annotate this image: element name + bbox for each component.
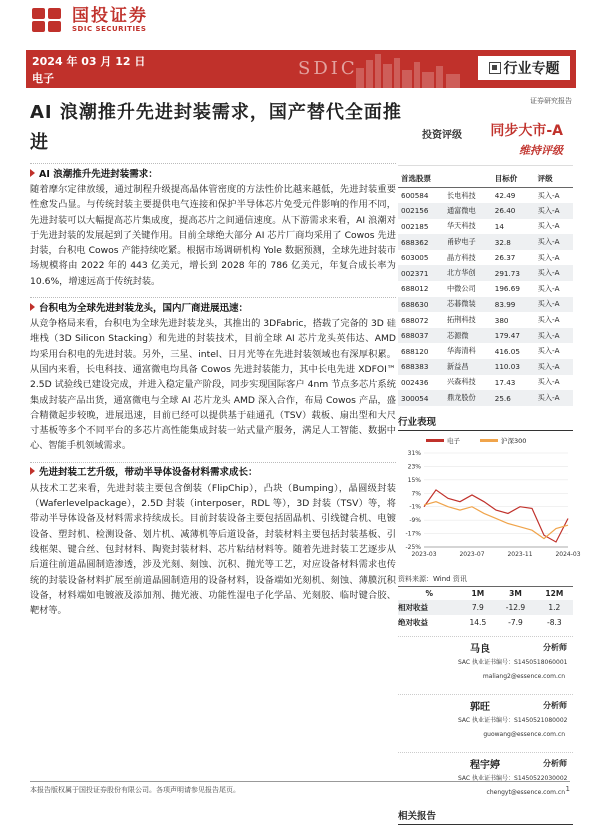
report-type-icon xyxy=(489,62,501,74)
section-heading: 先进封装工艺升级，带动半导体设备材料需求成长： xyxy=(39,467,258,479)
investment-rating xyxy=(398,118,573,166)
page-footer xyxy=(30,781,570,795)
table-row xyxy=(398,343,573,359)
performance-table xyxy=(398,586,573,630)
target-price: 110.03 xyxy=(492,359,535,375)
stock-name: 华海清科 xyxy=(446,346,476,356)
legend-swatch xyxy=(480,439,498,442)
stock-rating: 买入-A xyxy=(537,221,560,231)
table-header-row xyxy=(398,586,573,600)
x-tick-label: 2024-03 xyxy=(555,550,581,558)
table-cell: -7.9 xyxy=(508,617,523,627)
stock-name: 拓荆科技 xyxy=(446,315,476,325)
stock-code: 600584 xyxy=(401,191,429,201)
target-price: 26.37 xyxy=(494,253,516,263)
stock-name: 新益昌 xyxy=(444,359,492,375)
y-tick-label: -9% xyxy=(409,516,421,524)
row-label: 相对收益 xyxy=(398,600,460,615)
section-body: 从技术工艺来看，先进封装主要包含倒装（FlipChip），凸块（Bumping），晶圆级封装（Waferlevelpackage），2.5D 封装（interposer，RDL 等），3D 封装（TSV）等，将带动半导体设备及材料需求持续成长。目前封装设备主要包括固晶机、引线键合机、电镀设备、塑封机、检测设备、划片机、减薄机等后道设备，封装材料主要包括封装基板、引线框架、键合丝、包封材料、陶瓷封装材料、芯片粘结材料等。随着先进封装工艺逐步从后道往前道晶圆制造渗透，涉及光刻、刻蚀、沉积、抛光等工艺，对应设备材料需求也传统的封装设备材料扩展至前道晶圆制造用的设备材料，设备端如光刻机、刻蚀、薄膜沉积设备，材料端如电镀液及添加剂、抛光液、功能性湿电子化学品、光刻胶、临时键合胶、靶材等。 xyxy=(30,482,396,617)
analyst-card xyxy=(398,752,573,804)
stock-rating: 买入-A xyxy=(535,328,573,344)
table-cell: 7.9 xyxy=(460,600,495,615)
stock-name: 北方华创 xyxy=(444,265,492,281)
column-header: 3M xyxy=(509,588,522,598)
brand-name-en: SDIC SECURITIES xyxy=(72,25,147,33)
stock-name: 鼎龙股份 xyxy=(444,390,492,406)
analyst-card xyxy=(398,694,573,746)
stock-name: 长电科技 xyxy=(446,190,476,200)
analyst-email: chengyt@essence.com.cn xyxy=(486,788,565,796)
industry-label: 电子 xyxy=(32,72,54,85)
rating-value: 同步大市-A xyxy=(490,123,563,139)
stock-rating: 买入-A xyxy=(535,234,573,250)
analyst-license: SAC 执业证书编号：S1450521080002 xyxy=(458,716,568,724)
report-type-label: 行业专题 xyxy=(503,61,560,77)
target-price: 416.05 xyxy=(494,346,520,356)
stock-name: 芯碁微装 xyxy=(444,297,492,313)
stock-code: 002185 xyxy=(401,221,429,231)
performance-chart xyxy=(398,447,581,567)
stock-name: 华天科技 xyxy=(446,221,476,231)
table-cell: 1.2 xyxy=(536,600,573,615)
table-cell: 14.5 xyxy=(469,617,487,627)
target-price: 14 xyxy=(494,221,504,231)
y-tick-label: 23% xyxy=(407,463,421,471)
stock-code: 002371 xyxy=(398,265,444,281)
stock-rating: 买入-A xyxy=(535,390,573,406)
x-tick-label: 2023-03 xyxy=(411,550,437,558)
stock-rating: 买入-A xyxy=(537,283,560,293)
table-row xyxy=(398,265,573,281)
stock-code: 688072 xyxy=(401,315,429,325)
stock-rating: 买入-A xyxy=(537,377,560,387)
y-tick-label: 7% xyxy=(411,490,421,498)
legend-swatch xyxy=(426,439,444,442)
stock-name: 中微公司 xyxy=(446,283,476,293)
analyst-name: 郭旺 xyxy=(470,701,490,713)
column-header: 首选股票 xyxy=(398,168,492,188)
table-row xyxy=(398,390,573,406)
table-row xyxy=(398,297,573,313)
stock-name: 甬矽电子 xyxy=(444,234,492,250)
analyst-license: SAC 执业证书编号：S1450518060001 xyxy=(458,658,568,666)
column-header: 12M xyxy=(545,588,564,598)
page-number: 1 xyxy=(565,785,570,793)
table-cell: -8.3 xyxy=(547,617,562,627)
stock-name: 通富微电 xyxy=(444,203,492,219)
stock-name: 兴森科技 xyxy=(446,377,476,387)
target-price: 291.73 xyxy=(492,265,535,281)
stock-rating: 买入-A xyxy=(537,315,560,325)
target-price: 42.49 xyxy=(494,191,516,201)
y-tick-label: -17% xyxy=(405,530,421,538)
table-row xyxy=(398,312,573,328)
target-price: 179.47 xyxy=(492,328,535,344)
table-row xyxy=(398,375,573,391)
main-body xyxy=(30,163,396,626)
stock-code: 002156 xyxy=(398,203,444,219)
table-row xyxy=(398,328,573,344)
table-header-row xyxy=(398,168,573,188)
bullet-triangle-icon xyxy=(30,467,35,475)
sidebar xyxy=(398,118,581,825)
table-row xyxy=(398,359,573,375)
stock-rating: 买入-A xyxy=(537,190,560,200)
brand-mark-icon xyxy=(30,6,64,34)
table-row xyxy=(398,203,573,219)
chart-legend xyxy=(426,436,573,445)
bullet-triangle-icon xyxy=(30,303,35,311)
rating-label: 投资评级 xyxy=(422,130,462,141)
y-tick-label: 31% xyxy=(407,449,421,457)
stock-rating: 买入-A xyxy=(537,346,560,356)
table-row xyxy=(398,615,573,630)
stock-code: 688630 xyxy=(398,297,444,313)
stock-code: 688362 xyxy=(398,234,444,250)
stock-code: 688120 xyxy=(401,346,429,356)
column-header: % xyxy=(425,588,433,598)
stock-name: 芯源微 xyxy=(444,328,492,344)
target-price: 17.43 xyxy=(494,377,516,387)
column-header: 目标价 xyxy=(492,168,535,188)
bullet-triangle-icon xyxy=(30,169,35,177)
stock-rating: 买入-A xyxy=(535,203,573,219)
related-reports-heading: 相关报告 xyxy=(398,808,573,825)
row-label: 绝对收益 xyxy=(398,617,428,627)
target-price: 380 xyxy=(494,315,509,325)
stock-code: 688037 xyxy=(398,328,444,344)
table-row xyxy=(398,250,573,266)
table-row xyxy=(398,234,573,250)
report-date: 2024 年 03 月 12 日 xyxy=(32,55,146,68)
column-header: 1M xyxy=(471,588,485,598)
stock-code: 603005 xyxy=(401,253,429,263)
y-tick-label: -25% xyxy=(405,543,421,551)
stock-rating: 买入-A xyxy=(537,252,560,262)
rating-status: 维持评级 xyxy=(519,144,563,157)
table-row xyxy=(398,219,573,235)
stock-name: 晶方科技 xyxy=(446,252,476,262)
x-tick-label: 2023-07 xyxy=(459,550,485,558)
stock-code: 300054 xyxy=(398,390,444,406)
target-price: 196.69 xyxy=(494,284,520,294)
legend-label: 沪深300 xyxy=(501,436,527,445)
table-row xyxy=(398,600,573,615)
section-competition xyxy=(30,297,396,454)
section-body: 随着摩尔定律放缓，通过制程升级提高晶体管密度的方法性价比越来越低，先进封装重要性愈发凸显。与传统封装主要提供电气连接和保护半导体芯片免受元件影响的作用不同，先进封装可以大幅提高芯片集成度，提高芯片之间通信速度。从下游需求来看，AI 浪潮对于先进封装的发展起到了关键作用。目前全球绝大部分 AI 芯片厂商均采用了 Cowos 先进封装，台积电 Cowos 产能持续吃紧。根据市场调研机构 Yole 数据预测，全球先进封装市场规模将由 2022 年的 443 亿美元，增长到 2028 年的 786 亿美元，年复合成长率为 10.6%，增速远高于传统封装。 xyxy=(30,184,396,287)
brand-name-cn: 国投证券 xyxy=(72,6,148,26)
report-title: AI 浪潮推升先进封装需求，国产替代全面推进 xyxy=(30,102,402,153)
stock-picks-table xyxy=(398,168,573,406)
target-price: 25.6 xyxy=(492,390,535,406)
report-type-badge xyxy=(478,56,570,80)
stock-rating: 买入-A xyxy=(535,359,573,375)
stock-code: 002436 xyxy=(401,377,429,387)
table-row xyxy=(398,281,573,297)
analyst-name: 程宇婷 xyxy=(470,759,500,771)
analyst-name: 马良 xyxy=(470,643,490,655)
stock-rating: 买入-A xyxy=(535,297,573,313)
analyst-role: 分析师 xyxy=(543,758,567,768)
brand-logo xyxy=(30,6,148,34)
analyst-role: 分析师 xyxy=(543,642,567,652)
stock-rating: 买入-A xyxy=(535,265,573,281)
section-ai-demand xyxy=(30,163,396,289)
doc-label: 证券研究报告 xyxy=(530,97,572,105)
section-body: 从竞争格局来看，台积电为全球先进封装龙头，其推出的 3DFabric，搭载了完备的 3D 硅堆栈（3D Silicon Stacking）和先进的封装技术，目前全球 AI 芯片龙头英伟达、AMD 均采用台积电的先进封装。另外，三星、intel、日月光等在先进封装领域也有深厚积累。从国内来看，长电科技、通富微电均具备 Cowos 先进封装能力，其中长电先进 XDFOI™ 2.5D 试验线已建设完成，并进入稳定量产阶段，同步实现国际客户 4nm 节点多芯片系统集成封装产品出货，通富微电与全球 AI 芯片龙头 AMD 深入合作，布局 Cowos 产品，盛合精微起步较晚，进展迅速，目前已经可以提供基于硅通孔（TSV）载板、扇出型和大尺寸基板等多个不同平台的多芯片高性能集成封装一站式量产服务，满足人工智能、数据中心、智能手机领域需求。 xyxy=(30,318,396,452)
stock-code: 688383 xyxy=(398,359,444,375)
section-heading: AI 浪潮推升先进封装需求： xyxy=(39,168,158,180)
analyst-card xyxy=(398,636,573,688)
series-line xyxy=(424,490,568,542)
analyst-role: 分析师 xyxy=(543,700,567,710)
x-tick-label: 2023-11 xyxy=(507,550,533,558)
analyst-email: maliang2@essence.com.cn xyxy=(482,672,565,680)
target-price: 32.8 xyxy=(492,234,535,250)
column-header: 评级 xyxy=(535,168,573,188)
chart-source: 资料来源：Wind 资讯 xyxy=(398,574,467,583)
y-tick-label: -1% xyxy=(409,503,421,511)
target-price: 26.40 xyxy=(492,203,535,219)
analyst-license: SAC 执业证书编号：S1450522030002 xyxy=(458,774,568,782)
section-heading: 台积电为全球先进封装龙头，国内厂商进展迅速： xyxy=(39,302,249,314)
section-equipment xyxy=(30,462,396,619)
report-banner xyxy=(26,50,576,88)
analyst-email: guowang@essence.com.cn xyxy=(483,730,565,738)
table-row xyxy=(398,188,573,204)
table-cell: -12.9 xyxy=(495,600,535,615)
legend-label: 电子 xyxy=(447,436,460,445)
skyline-graphic xyxy=(256,50,496,88)
performance-heading: 行业表现 xyxy=(398,414,573,431)
banner-watermark: SDIC xyxy=(298,58,358,79)
y-tick-label: 15% xyxy=(407,476,421,484)
stock-code: 688012 xyxy=(401,284,429,294)
target-price: 83.99 xyxy=(492,297,535,313)
footer-disclaimer: 本报告版权属于国投证券股份有限公司。各项声明请参见报告尾页。 xyxy=(30,786,240,794)
